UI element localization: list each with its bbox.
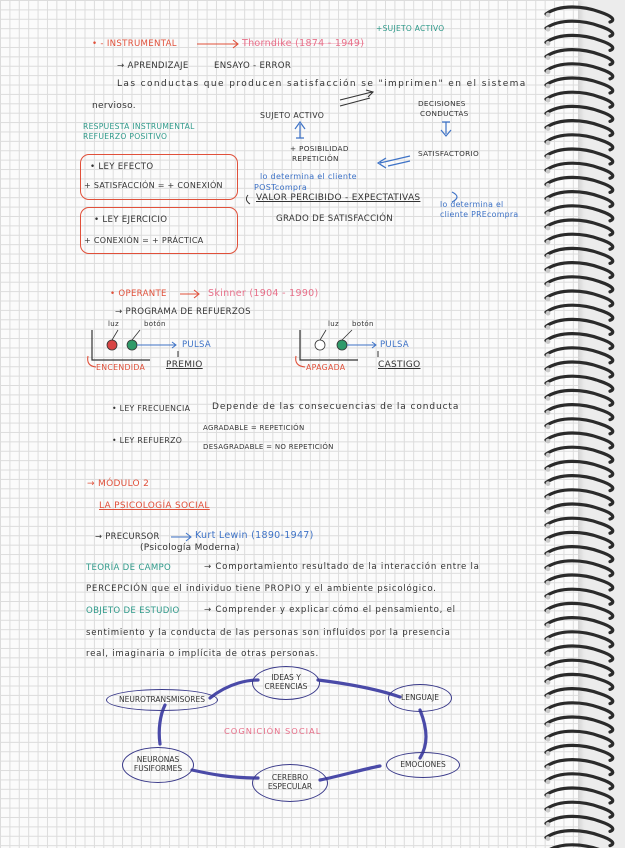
pulsa-label-right: PULSA bbox=[380, 340, 409, 350]
conductas-label: CONDUCTAS bbox=[420, 109, 469, 118]
node-cerebro-especular bbox=[252, 764, 328, 802]
refuerzo-positivo: REFUERZO POSITIVO bbox=[83, 132, 168, 141]
teoria-campo-label: TEORÍA DE CAMPO bbox=[86, 563, 172, 573]
instrumental-heading: • - INSTRUMENTAL bbox=[92, 39, 177, 49]
ley-efecto-label: • LEY EFECTO bbox=[90, 162, 154, 172]
conexion-practica: + CONEXIÓN = + PRÁCTICA bbox=[84, 236, 204, 245]
conductas-line-1: Las conductas que producen satisfacción se "imprimen" en el sistema bbox=[117, 79, 527, 89]
precursor-label: → PRECURSOR bbox=[95, 531, 160, 541]
node-emociones-label: EMOCIONES bbox=[400, 759, 446, 769]
posibilidad-label: + POSIBILIDAD bbox=[290, 144, 349, 153]
ley-frecuencia-text: Depende de las consecuencias de la conducta bbox=[212, 402, 460, 412]
objeto-estudio-label: OBJETO DE ESTUDIO bbox=[86, 606, 180, 616]
ley-frecuencia-label: • LEY FRECUENCIA bbox=[112, 404, 191, 413]
pulsa-label-left: PULSA bbox=[182, 340, 211, 350]
satisfaccion-conexion: + SATISFACCIÓN = + CONEXIÓN bbox=[84, 181, 223, 190]
node-neuronas-fusiformes bbox=[122, 747, 194, 783]
postcompra-note: POSTcompra bbox=[254, 183, 308, 192]
objeto-estudio-text: → Comprender y explicar cómo el pensamiento, el bbox=[204, 605, 456, 615]
ley-refuerzo-label: • LEY REFUERZO bbox=[112, 436, 183, 445]
boton-label-right: botón bbox=[352, 320, 374, 328]
satisfactorio-label: SATISFACTORIO bbox=[418, 149, 479, 158]
node-cerebro-label: CEREBRO ESPECULAR bbox=[267, 773, 313, 791]
thorndike-label: Thorndike (1874 - 1949) bbox=[242, 38, 365, 49]
node-neuronas-label: NEURONAS FUSIFORMES bbox=[133, 755, 183, 773]
objeto-estudio-line2: sentimiento y la conducta de las personas son influidos por la presencia bbox=[86, 628, 451, 638]
determina-precompra-b: cliente PREcompra bbox=[440, 210, 519, 219]
teoria-campo-line2: PERCEPCIÓN que el individuo tiene PROPIO y el ambiente psicológico. bbox=[86, 584, 437, 594]
determina-precompra-a: lo determina el bbox=[440, 200, 504, 209]
sujeto-activo-label: SUJETO ACTIVO bbox=[260, 111, 325, 120]
decisiones-label: DECISIONES bbox=[418, 99, 466, 108]
ley-efecto-box bbox=[80, 154, 238, 200]
luz-label-left: luz bbox=[108, 320, 119, 328]
node-lenguaje bbox=[388, 684, 452, 712]
kurt-lewin-label: Kurt Lewin (1890-1947) bbox=[195, 530, 314, 541]
respuesta-instrumental: RESPUESTA INSTRUMENTAL bbox=[83, 122, 195, 131]
teoria-campo-text: → Comportamiento resultado de la interacción entre la bbox=[204, 562, 480, 572]
node-neurotransmisores bbox=[106, 689, 218, 711]
operante-heading: • OPERANTE bbox=[110, 289, 167, 299]
objeto-estudio-line3: real, imaginaria o implícita de otras personas. bbox=[86, 649, 319, 659]
apagada-label: APAGADA bbox=[306, 363, 346, 372]
repeticion-label: REPETICIÓN bbox=[292, 154, 339, 163]
luz-label-right: luz bbox=[328, 320, 339, 328]
aprendizaje-label: → APRENDIZAJE bbox=[117, 61, 189, 71]
ley-ejercicio-label: • LEY EJERCICIO bbox=[94, 215, 168, 225]
valor-percibido: VALOR PERCIBIDO - EXPECTATIVAS bbox=[256, 193, 421, 203]
psicologia-social-heading: LA PSICOLOGÍA SOCIAL bbox=[99, 501, 210, 511]
desagradable-label: DESAGRADABLE = NO REPETICIÓN bbox=[203, 443, 334, 451]
cognicion-social-center: COGNICIÓN SOCIAL bbox=[224, 726, 322, 736]
node-neuro-label: NEUROTRANSMISORES bbox=[118, 694, 205, 704]
ensayo-error-label: ENSAYO - ERROR bbox=[214, 61, 292, 71]
encendida-label: ENCENDIDA bbox=[96, 363, 146, 372]
determina-cliente-note: lo determina el cliente bbox=[260, 172, 357, 181]
psicologia-moderna: (Psicología Moderna) bbox=[140, 543, 240, 553]
sujeto-activo-top: +SUJETO ACTIVO bbox=[376, 24, 445, 33]
agradable-label: AGRADABLE = REPETICIÓN bbox=[203, 424, 305, 432]
conductas-line-2: nervioso. bbox=[92, 101, 136, 111]
premio-label: PREMIO bbox=[166, 360, 203, 370]
boton-label-left: botón bbox=[144, 320, 166, 328]
grado-satisfaccion: GRADO DE SATISFACCIÓN bbox=[276, 214, 394, 224]
programa-refuerzos: → PROGRAMA DE REFUERZOS bbox=[115, 307, 251, 317]
castigo-label: CASTIGO bbox=[378, 360, 421, 370]
node-ideas-creencias bbox=[252, 666, 320, 700]
node-ideas-label: IDEAS Y CREENCIAS bbox=[264, 673, 308, 691]
node-lenguaje-label: LENGUAJE bbox=[401, 692, 439, 702]
skinner-label: Skinner (1904 - 1990) bbox=[208, 288, 319, 299]
node-emociones bbox=[386, 752, 460, 778]
modulo-heading: → MÓDULO 2 bbox=[87, 479, 150, 489]
